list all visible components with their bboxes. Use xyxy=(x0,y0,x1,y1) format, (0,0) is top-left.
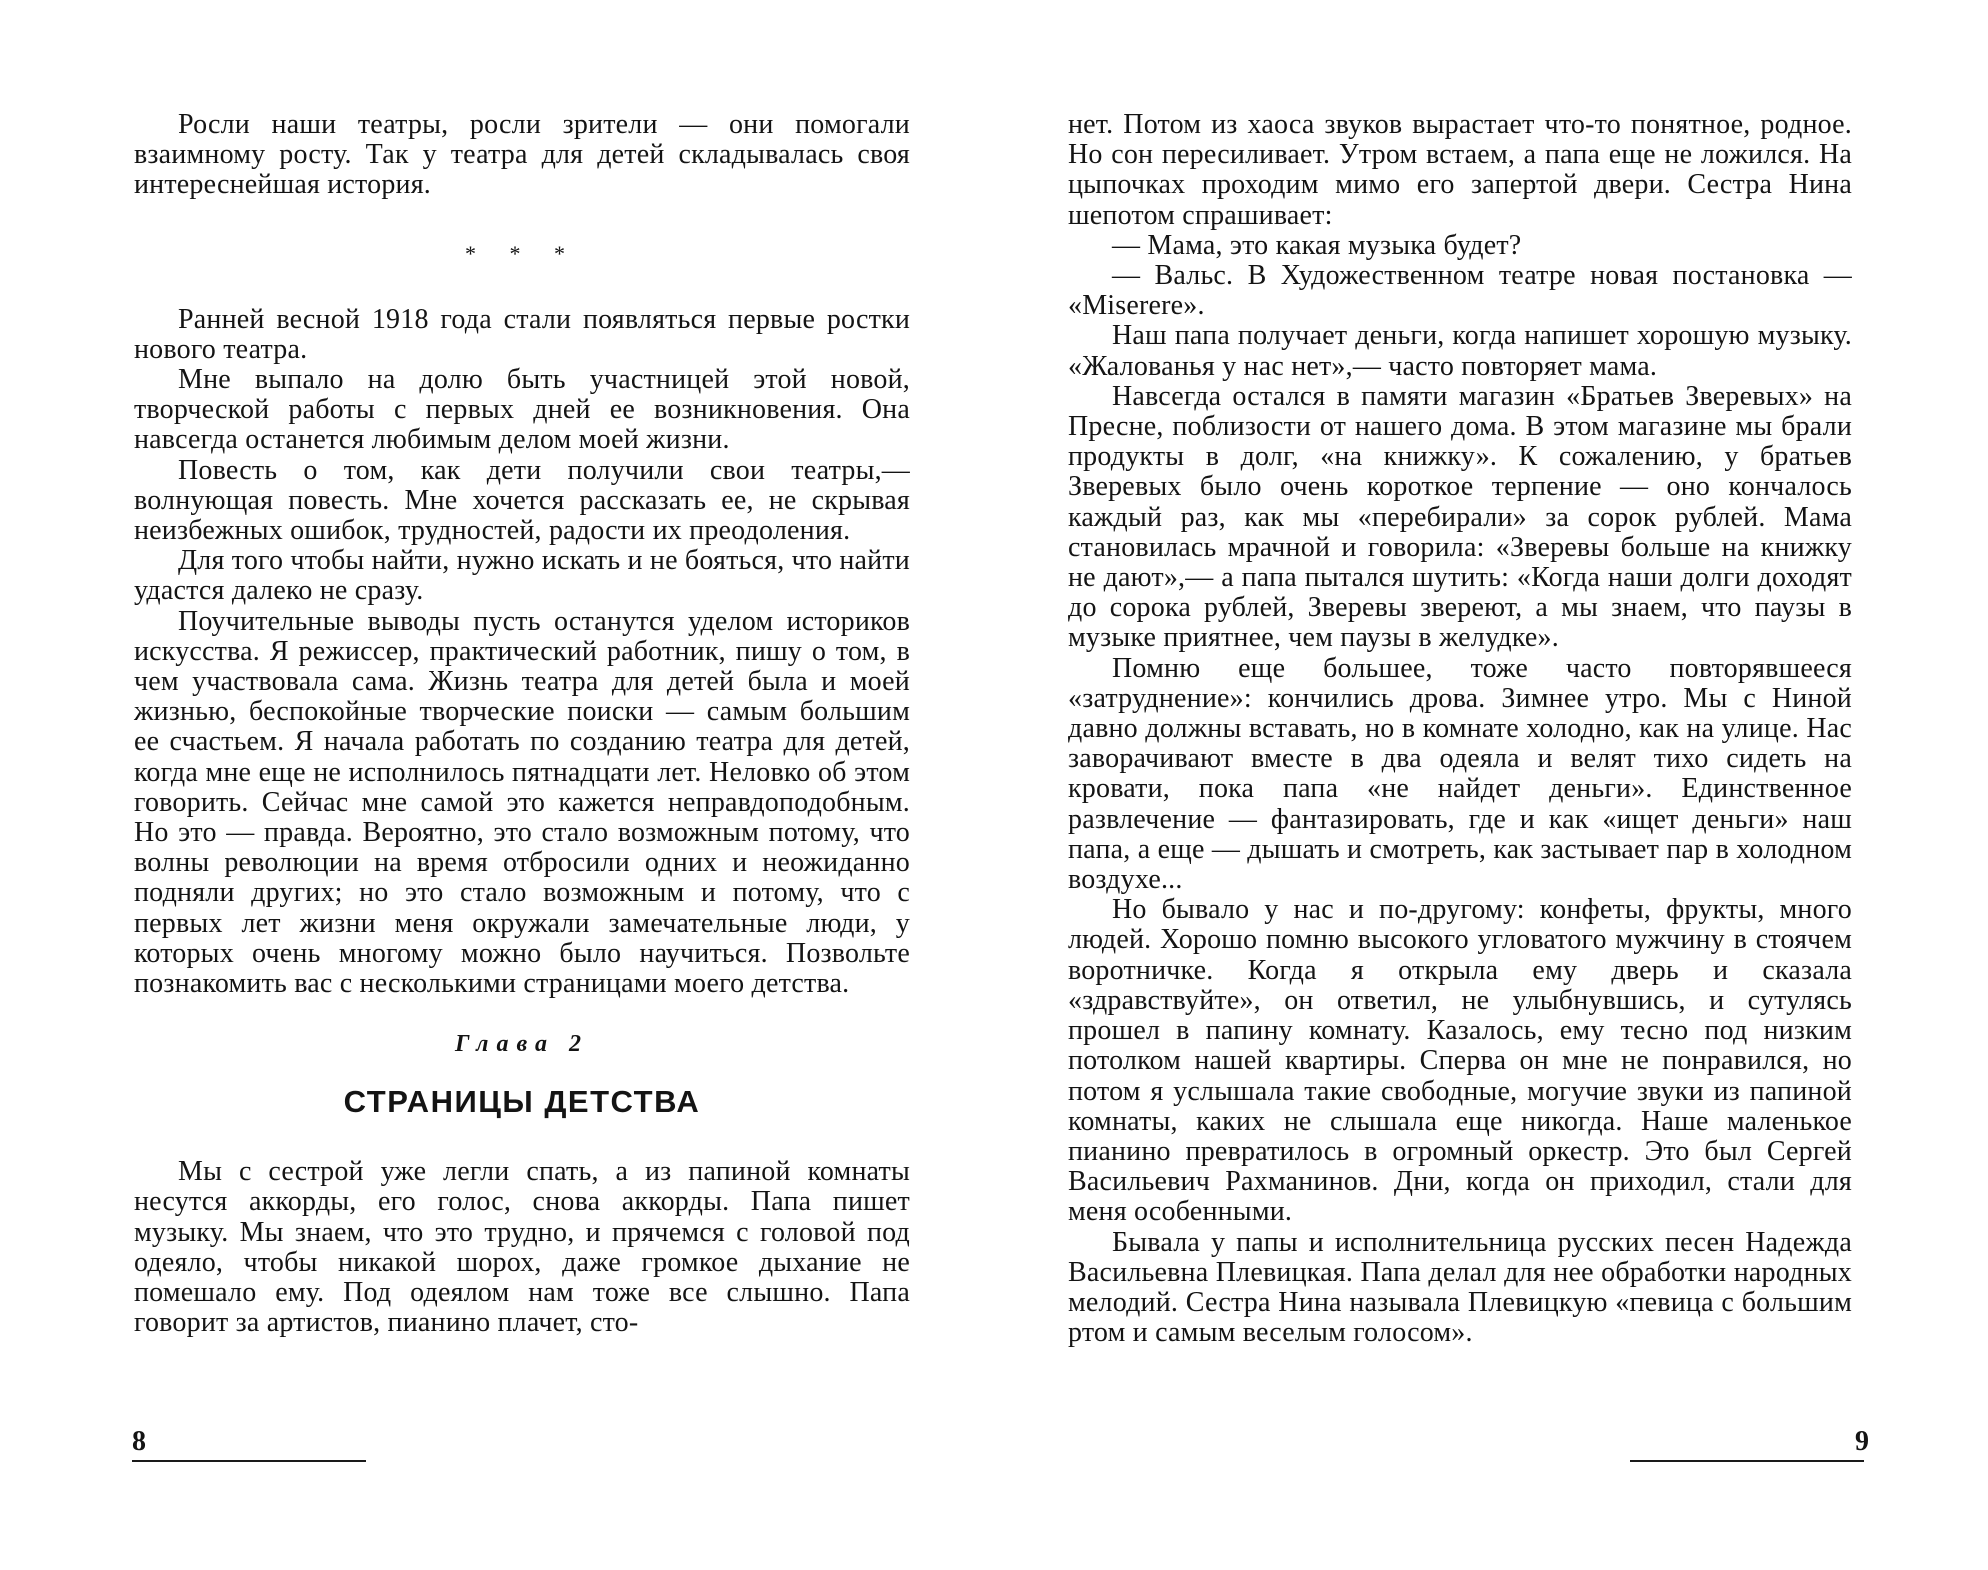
paragraph: Поучительные выводы пусть останутся уделом историков искусства. Я режиссер, практический работник, пишу о том, в чем участвовала сама. Жизнь театра для детей была и моей жизнью, беспокойные творческие поиски — самым большим ее счастьем. Я начала работать по созданию театра для детей, когда мне еще не исполнилось пятнадцати лет. Неловко об этом говорить. Сейчас мне самой это кажется неправдоподобным. Но это — правда. Вероятно, это стало возможным потому, что волны революции на время отбросили одних и неожиданно подняли других; но это стало возможным и потому, что с первых лет жизни меня окружали замечательные люди, у которых очень многому можно было научиться. Позвольте познакомить вас с несколькими страницами моего детства. xyxy=(134,605,910,1000)
paragraph: — Вальс. В Художественном театре новая постановка — «Miserere». xyxy=(1068,260,1852,322)
paragraph: Навсегда остался в памяти магазин «Братьев Зверевых» на Пресне, поблизости от нашего дома. В этом магазине мы брали продукты в долг, «на книжку». К сожалению, у братьев Зверевых было очень короткое терпение — оно кончалось каждый раз, как мы «перебирали» за сорок рублей. Мама становилась мрачной и говорила: «Зверевы больше на книжку не дают»,— а папа пытался шутить: «Когда наши долги доходят до сорока рублей, Зверевы звереют, а мы знаем, что паузы в музыке приятнее, чем паузы в желудке». xyxy=(1068,380,1852,654)
paragraph: Мне выпало на долю быть участницей этой новой, творческой работы с первых дней ее возникновения. Она навсегда останется любимым делом моей жизни. xyxy=(134,364,910,456)
right-page-text xyxy=(1068,110,1852,1348)
footer-rule xyxy=(1630,1460,1864,1462)
paragraph: Помню еще большее, тоже часто повторявшееся «затруднение»: кончились дрова. Зимнее утро. Мы с Ниной давно должны вставать, но в комнате холодно, как на улице. Нас заворачивают вместе в два одеяла и велят тихо сидеть на кровати, пока папа «не найдет деньги». Единственное развлечение — фантазировать, где и как «ищет деньги» наш папа, а еще — дышать и смотреть, как застывает пар в холодном воздухе... xyxy=(1068,652,1852,896)
paragraph: Для того чтобы найти, нужно искать и не бояться, что найти удастся далеко не сразу. xyxy=(134,545,910,607)
paragraph-continuation: нет. Потом из хаоса звуков вырастает что-то понятное, родное. Но сон пересиливает. Утром встаем, а папа еще не ложился. На цыпочках проходим мимо его запертой двери. Сестра Нина шепотом спрашивает: xyxy=(1068,109,1852,231)
right-page xyxy=(994,0,1988,1570)
page-number: 9 xyxy=(1855,1426,1869,1457)
section-separator: * * * xyxy=(465,240,579,266)
paragraph: Ранней весной 1918 года стали появляться первые ростки нового театра. xyxy=(134,303,910,365)
page-number: 8 xyxy=(132,1426,146,1457)
left-page-text xyxy=(134,110,910,1339)
paragraph: Бывала у папы и исполнительница русских песен Надежда Васильевна Плевицкая. Папа делал для нее обработки народных мелодий. Сестра Нина называла Плевицкую «певица с большим ртом и самым веселым голосом». xyxy=(1068,1226,1852,1349)
paragraph: Мы с сестрой уже легли спать, а из папиной комнаты несутся аккорды, его голос, снова аккорды. Папа пишет музыку. Мы знаем, что это трудно, и прячемся с головой под одеяло, чтобы никакой шорох, даже громкое дыхание не помешало ему. Под одеялом нам тоже все слышно. Папа говорит за артистов, пианино плачет, сто- xyxy=(134,1156,910,1339)
paragraph: Повесть о том, как дети получили свои театры,— волнующая повесть. Мне хочется рассказать ее, не скрывая неизбежных ошибок, трудностей, радости их преодоления. xyxy=(134,454,910,547)
paragraph: Росли наши театры, росли зрители — они помогали взаимному росту. Так у театра для детей складывалась своя интереснейшая история. xyxy=(134,109,910,201)
paragraph: Наш папа получает деньги, когда напишет хорошую музыку. «Жалованья у нас нет»,— часто повторяет мама. xyxy=(1068,320,1852,382)
chapter-title: СТРАНИЦЫ ДЕТСТВА xyxy=(343,1084,701,1120)
chapter-label: Глава 2 xyxy=(454,1031,590,1058)
paragraph: Но бывало у нас и по-другому: конфеты, фрукты, много людей. Хорошо помню высокого угловатого мужчину в стоячем воротничке. Когда я открыла ему дверь и сказала «здравствуйте», он ответил, не улыбнувшись, и сутулясь прошел в папину комнату. Казалось, ему тесно под низким потолком нашей квартиры. Сперва он мне не понравился, но потом я услышала такие свободные, могучие звуки из папиной комнаты, каких не слышала еще никогда. Наше маленькое пианино превратилось в огромный оркестр. Это был Сергей Васильевич Рахманинов. Дни, когда он приходил, стали для меня особенными. xyxy=(1068,894,1852,1228)
footer-rule xyxy=(132,1460,366,1462)
paragraph: — Мама, это какая музыка будет? xyxy=(1112,229,1522,261)
